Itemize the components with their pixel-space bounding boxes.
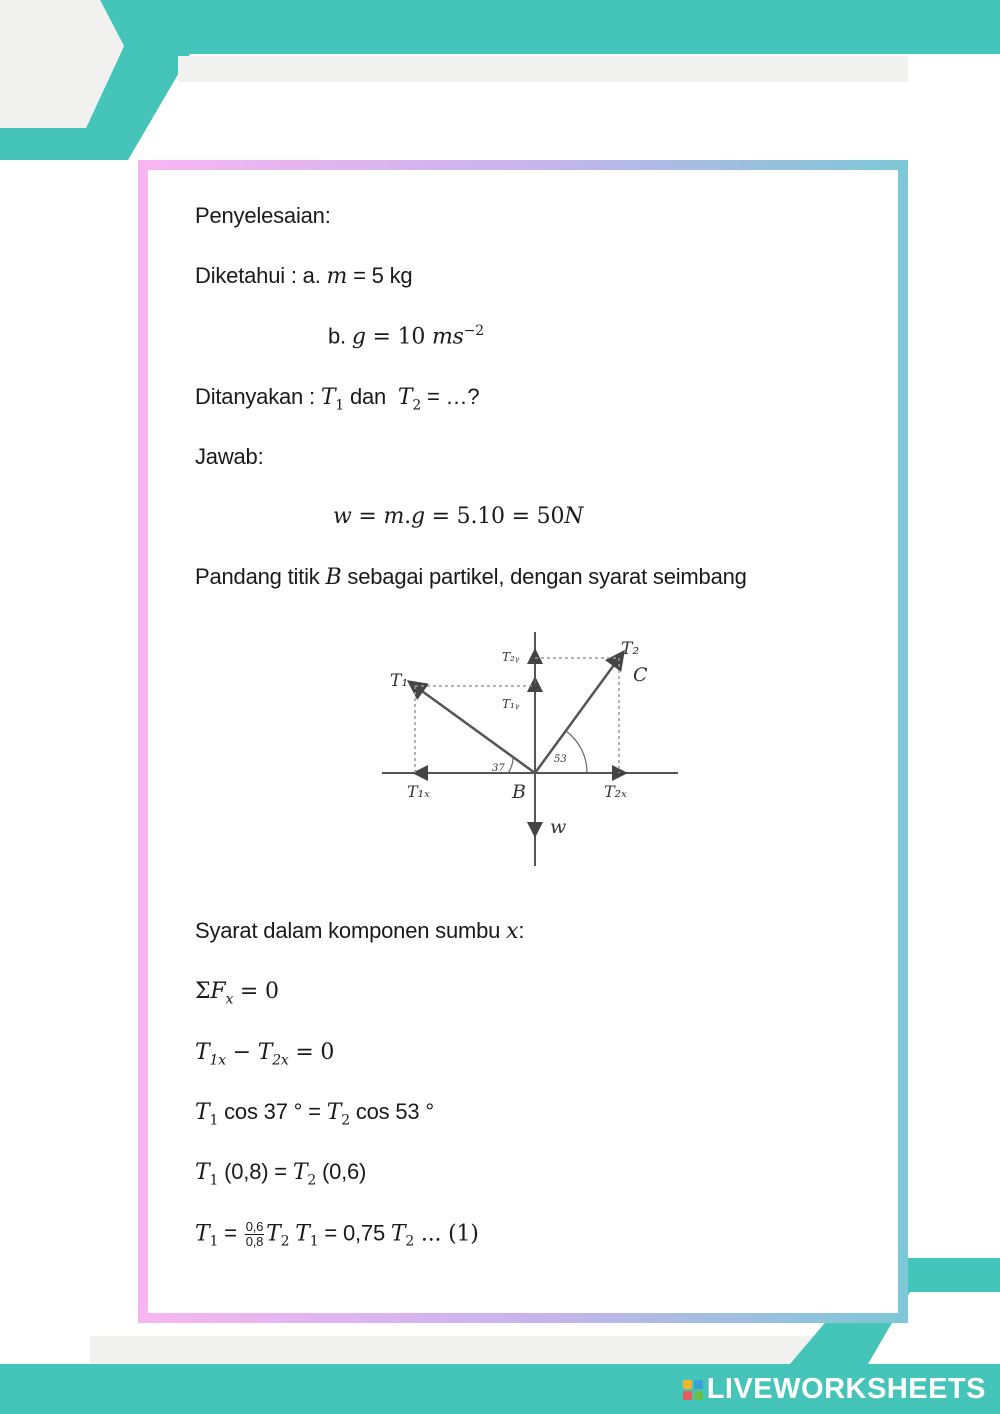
final-t1-b: T — [295, 1221, 310, 1247]
final-coef: = 0,75 — [318, 1220, 391, 1246]
t1-symbol: T — [320, 385, 336, 410]
weight-equation — [333, 503, 583, 529]
val-t1-sub: 1 — [209, 1172, 219, 1189]
known-b-prefix: b. — [328, 323, 346, 349]
eq-components — [195, 1039, 334, 1068]
label-angle-37: 37 — [492, 763, 505, 774]
final-t1-sub: 1 — [209, 1233, 219, 1250]
viewpoint-line — [195, 564, 747, 590]
weight-w: w — [333, 504, 352, 529]
answer-label: Jawab: — [195, 444, 264, 469]
projection-lines — [415, 658, 619, 773]
comp-rest: = 0 — [288, 1040, 335, 1065]
label-t2: T₂ — [621, 639, 640, 659]
label-t1: T₁ — [390, 671, 409, 691]
weight-eq1: = — [351, 504, 384, 529]
weight-g: g — [410, 504, 425, 529]
viewpoint-pre: Pandang titik — [195, 564, 320, 589]
known-a — [195, 263, 412, 289]
final-t1: T — [195, 1221, 210, 1247]
final-t1-b-sub: 1 — [309, 1233, 319, 1250]
t2-vector — [535, 658, 619, 773]
weight-N: N — [564, 504, 584, 529]
logo-text: LIVEWORKSHEETS — [706, 1373, 986, 1405]
asked-line — [195, 384, 479, 413]
force-sub-x: x — [225, 991, 234, 1008]
val-06: (0,6) — [316, 1159, 367, 1184]
comp-t1: T — [195, 1040, 210, 1065]
label-b: B — [512, 781, 526, 803]
known-label: Diketahui : a. — [195, 263, 321, 288]
t2-symbol: T — [397, 385, 413, 410]
cos-t1: T — [195, 1100, 210, 1125]
gravity-unit: ms — [431, 324, 464, 350]
t2-subscript: 2 — [412, 397, 422, 414]
x-condition-var: x — [506, 919, 519, 944]
comp-minus: − — [225, 1040, 258, 1065]
asked-label: Ditanyakan : — [195, 384, 315, 409]
eq-sum-rest: = 0 — [233, 979, 279, 1004]
label-angle-53: 53 — [554, 754, 567, 765]
gravity-value: = 10 — [365, 324, 432, 350]
force-diagram — [380, 630, 680, 870]
weight-dot: . — [404, 504, 411, 529]
top-strip — [178, 56, 908, 82]
fraction-denominator: 0,8 — [245, 1234, 264, 1249]
logo-icon — [683, 1380, 703, 1400]
cos-37: cos 37 ° = — [218, 1099, 327, 1124]
val-t2: T — [292, 1160, 308, 1185]
force-F: F — [210, 979, 226, 1004]
weight-eq2: = 5.10 = 50 — [424, 504, 565, 529]
final-t2-b: T — [390, 1221, 406, 1247]
comp-t2: T — [257, 1040, 273, 1065]
known-b — [328, 323, 484, 349]
final-ref: ... (1) — [414, 1221, 479, 1247]
final-t2: T — [266, 1221, 281, 1247]
t1-subscript: 1 — [335, 397, 345, 414]
sigma-symbol: Σ — [195, 979, 211, 1004]
final-t2-sub: 2 — [280, 1233, 290, 1250]
viewpoint-point: B — [325, 565, 342, 590]
var-m: m — [326, 264, 348, 289]
angle-37-arc — [508, 757, 513, 773]
cos-t2: T — [326, 1100, 342, 1125]
label-t1x: T₁ₓ — [407, 782, 430, 801]
val-t1: T — [195, 1160, 210, 1185]
fraction-numerator: 0,6 — [245, 1219, 264, 1234]
weight-m: m — [383, 504, 405, 529]
asked-rest: = …? — [427, 384, 480, 409]
label-c: C — [633, 664, 648, 686]
gravity-exponent: −2 — [463, 323, 484, 339]
label-t2x: T₂ₓ — [604, 782, 627, 801]
x-condition — [195, 918, 524, 944]
val-08: (0,8) = — [218, 1159, 293, 1184]
x-condition-pre: Syarat dalam komponen sumbu — [195, 918, 501, 943]
eq-cos — [195, 1099, 434, 1128]
label-t1y: T₁ᵧ — [502, 697, 520, 711]
final-t2-b-sub: 2 — [405, 1233, 415, 1250]
mass-value: = 5 kg — [347, 263, 413, 288]
x-condition-post: : — [518, 918, 525, 943]
label-t2y: T₂ᵧ — [502, 650, 520, 664]
asked-dan: dan — [349, 384, 387, 409]
label-w: w — [550, 816, 567, 838]
fraction — [245, 1220, 264, 1249]
eq-values — [195, 1159, 366, 1188]
liveworksheets-logo — [683, 1373, 986, 1406]
cos-t1-sub: 1 — [209, 1112, 219, 1129]
cos-53: cos 53 ° — [349, 1099, 434, 1124]
val-t2-sub: 2 — [307, 1172, 317, 1189]
comp-t1-sub: 1x — [209, 1052, 226, 1069]
angle-53-arc — [566, 731, 587, 773]
heading: Penyelesaian: — [195, 203, 331, 228]
comp-t2-sub: 2x — [272, 1052, 289, 1069]
eq-sum-fx — [195, 978, 279, 1007]
viewpoint-post: sebagai partikel, dengan syarat seimbang — [347, 564, 747, 589]
var-g: g — [351, 324, 366, 350]
final-eq: = — [218, 1220, 243, 1246]
cos-t2-sub: 2 — [341, 1112, 350, 1129]
eq-final — [195, 1220, 479, 1250]
